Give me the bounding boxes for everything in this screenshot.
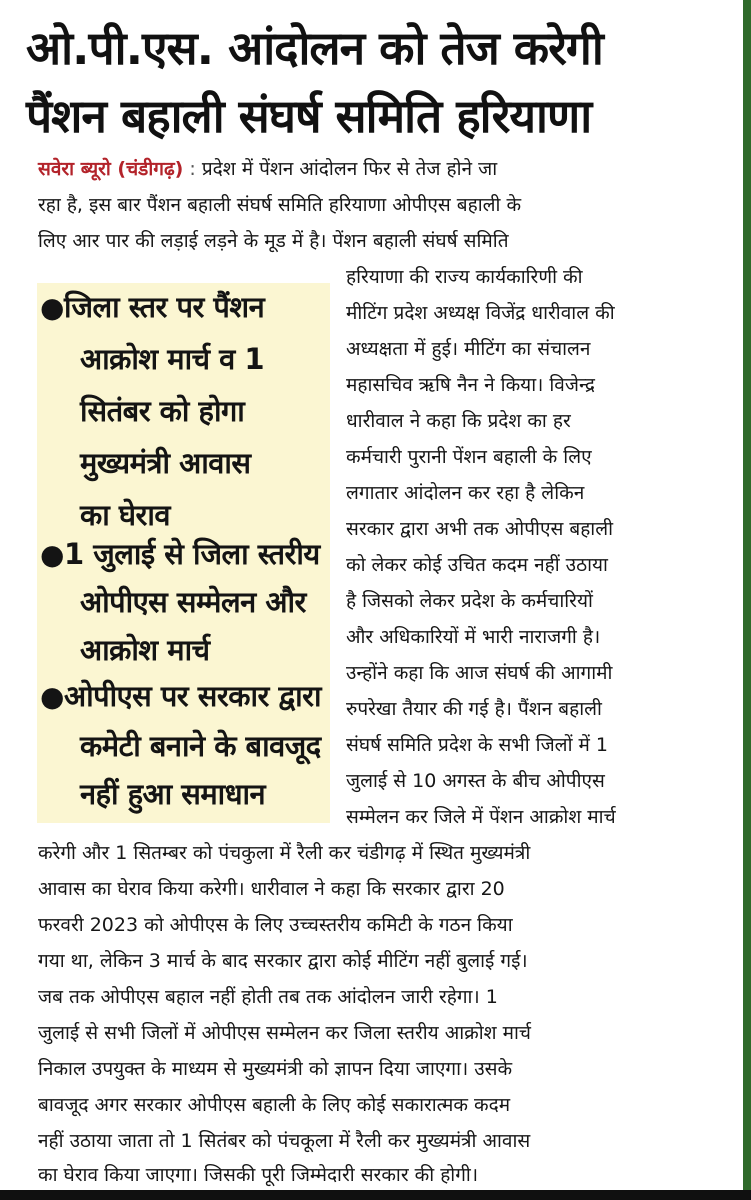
highlight-text: जिला स्तर पर पैंशन	[63, 290, 265, 324]
highlight-line: आक्रोश मार्च व 1	[80, 342, 265, 376]
highlight-bullet-line	[40, 283, 264, 332]
article-line: महासचिव ऋषि नैन ने किया। विजेन्द्र	[346, 374, 595, 396]
article-line: है जिसको लेकर प्रदेश के कर्मचारियों	[346, 590, 593, 612]
article-line: मीटिंग प्रदेश अध्यक्ष विजेंद्र धारीवाल की	[346, 302, 615, 324]
highlight-line: मुख्यमंत्री आवास	[80, 446, 251, 480]
article-line: सरकार द्वारा अभी तक ओपीएस बहाली	[346, 518, 614, 540]
article-line: फरवरी 2023 को ओपीएस के लिए उच्चस्तरीय कमिटी के गठन किया	[38, 914, 513, 936]
article-line: लगातार आंदोलन कर रहा है लेकिन	[346, 482, 585, 504]
headline-line: पैंशन बहाली संघर्ष समिति हरियाणा	[26, 89, 592, 143]
highlight-line: का घेराव	[80, 498, 171, 532]
article-line: नहीं उठाया जाता तो 1 सितंबर को पंचकूला में रैली कर मुख्यमंत्री आवास	[38, 1130, 531, 1152]
byline: सवेरा ब्यूरो (चंडीगढ़)	[38, 158, 184, 180]
article-line: का घेराव किया जाएगा। जिसकी पूरी जिम्मेदारी सरकार की होगी।	[38, 1164, 479, 1186]
article-line: सम्मेलन कर जिले में पेंशन आक्रोश मार्च	[346, 806, 616, 828]
bullet-icon: ●	[40, 291, 64, 324]
article-line: लिए आर पार की लड़ाई लड़ने के मूड में है। पेंशन बहाली संघर्ष समिति	[38, 230, 509, 252]
article-line: उन्होंने कहा कि आज संघर्ष की आगामी	[346, 662, 613, 684]
article-line: जब तक ओपीएस बहाल नहीं होती तब तक आंदोलन जारी रहेगा। 1	[38, 986, 498, 1008]
article-text: प्रदेश में पेंशन आंदोलन फिर से तेज होने जा	[201, 158, 498, 180]
article-line: और अधिकारियों में भारी नाराजगी है।	[346, 626, 601, 648]
highlight-text: 1 जुलाई से जिला स्तरीय	[63, 537, 320, 571]
article-line: रुपरेखा तैयार की गई है। पैंशन बहाली	[346, 698, 602, 720]
bottom-edge-strip	[0, 1190, 751, 1200]
article-line: धारीवाल ने कहा कि प्रदेश का हर	[346, 410, 571, 432]
bullet-icon: ●	[40, 538, 64, 571]
article-line: गया था, लेकिन 3 मार्च के बाद सरकार द्वारा कोई मीटिंग नहीं बुलाई गई।	[38, 950, 528, 972]
highlight-line: ओपीएस सम्मेलन और	[80, 585, 306, 619]
article-line: आवास का घेराव किया करेगी। धारीवाल ने कहा कि सरकार द्वारा 20	[38, 878, 505, 900]
highlight-line: नहीं हुआ समाधान	[80, 777, 266, 811]
highlight-text: ओपीएस पर सरकार द्वारा	[63, 679, 322, 713]
article-line: बावजूद अगर सरकार ओपीएस बहाली के लिए कोई सकारात्मक कदम	[38, 1094, 511, 1116]
highlight-line: आक्रोश मार्च	[80, 633, 210, 667]
highlight-line: कमेटी बनाने के बावजूद	[80, 729, 321, 763]
headline	[26, 14, 726, 150]
highlight-bullet-line	[40, 672, 321, 721]
headline-line: ओ.पी.एस. आंदोलन को तेज करेगी	[26, 21, 603, 75]
highlight-line: सितंबर को होगा	[80, 394, 245, 428]
page-edge-strip	[743, 0, 751, 1200]
article-line: रहा है, इस बार पैंशन बहाली संघर्ष समिति हरियाणा ओपीएस बहाली के	[38, 194, 522, 216]
article-line: कर्मचारी पुरानी पेंशन बहाली के लिए	[346, 446, 592, 468]
article-line: संघर्ष समिति प्रदेश के सभी जिलों में 1	[346, 734, 609, 756]
byline-separator: :	[189, 158, 196, 180]
article-line	[38, 156, 723, 182]
article-line: करेगी और 1 सितम्बर को पंचकुला में रैली कर चंडीगढ़ में स्थित मुख्यमंत्री	[38, 842, 531, 864]
article-line: को लेकर कोई उचित कदम नहीं उठाया	[346, 554, 608, 576]
article-line: जुलाई से सभी जिलों में ओपीएस सम्मेलन कर जिला स्तरीय आक्रोश मार्च	[38, 1022, 531, 1044]
bullet-icon: ●	[40, 680, 64, 713]
article-line: हरियाणा की राज्य कार्यकारिणी की	[346, 266, 583, 288]
highlight-bullet-line	[40, 530, 320, 579]
article-line: अध्यक्षता में हुई। मीटिंग का संचालन	[346, 338, 591, 360]
article-line: जुलाई से 10 अगस्त के बीच ओपीएस	[346, 770, 605, 792]
article-line: निकाल उपयुक्त के माध्यम से मुख्यमंत्री को ज्ञापन दिया जाएगा। उसके	[38, 1058, 513, 1080]
